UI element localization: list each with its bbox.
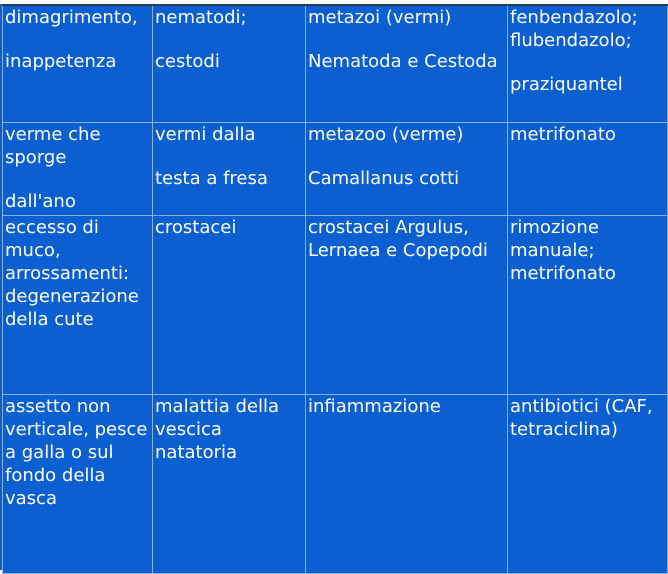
cell-text: cestodi — [155, 51, 220, 72]
cell-agent — [306, 5, 508, 122]
cell-treatment — [508, 215, 668, 394]
cell-text: praziquantel — [510, 74, 623, 95]
cell-text: antibiotici (CAF, tetraciclina) — [510, 395, 653, 440]
cell-text: infiammazione — [308, 395, 441, 417]
cell-cause — [153, 5, 306, 122]
cell-agent — [306, 394, 508, 574]
cell-symptom — [3, 394, 153, 574]
disease-table — [2, 4, 668, 574]
cell-cause — [153, 394, 306, 574]
cell-text: testa a fresa — [155, 167, 268, 189]
cell-text: crostacei — [155, 216, 237, 238]
cell-treatment — [508, 394, 668, 574]
cell-agent — [306, 215, 508, 394]
cell-text: nematodi; — [155, 7, 247, 28]
cell-text: malattia della vescica natatoria — [155, 395, 279, 463]
cell-symptom — [3, 215, 153, 394]
cell-agent — [306, 122, 508, 215]
cell-text: metrifonato — [510, 123, 616, 145]
cell-text: rimozione manuale; metrifonato — [510, 216, 616, 284]
cell-symptom — [3, 5, 153, 122]
cell-text: assetto non verticale, pesce a galla o sul fondo della vasca — [5, 395, 148, 509]
cell-text: metazoi (vermi) — [308, 7, 452, 28]
table-row — [3, 122, 668, 215]
cell-text: verme che sporge — [5, 123, 101, 168]
table-row — [3, 215, 668, 394]
cell-treatment — [508, 122, 668, 215]
table-row — [3, 394, 668, 574]
cell-text: crostacei Argulus, Lernaea e Copepodi — [308, 216, 488, 261]
cell-text: Nematoda e Cestoda — [308, 51, 498, 72]
cell-text: fenbendazolo; flubendazolo; — [510, 7, 638, 51]
table-row — [3, 5, 668, 122]
cell-text: metazoo (verme) — [308, 123, 464, 145]
cell-text: dall'ano — [5, 190, 76, 212]
cell-treatment — [508, 5, 668, 122]
cell-text: vermi dalla — [155, 123, 256, 145]
cell-text: Camallanus cotti — [308, 167, 460, 189]
cell-symptom — [3, 122, 153, 215]
cell-text: dimagrimento, — [5, 7, 138, 28]
cell-cause — [153, 122, 306, 215]
cell-cause — [153, 215, 306, 394]
cell-text: inappetenza — [5, 51, 117, 72]
cell-text: eccesso di muco, arrossamenti: degenerazione della cute — [5, 216, 139, 330]
